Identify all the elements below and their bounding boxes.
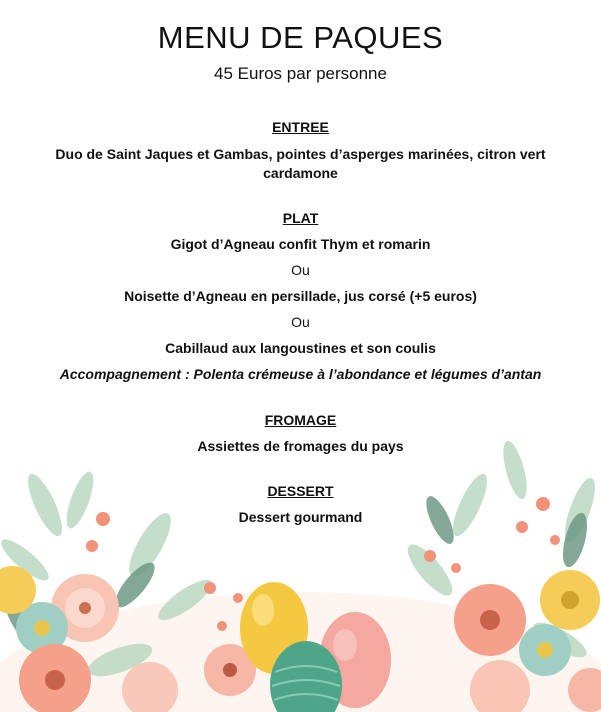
plat-heading: PLAT bbox=[282, 210, 319, 226]
dessert-heading: DESSERT bbox=[267, 483, 334, 499]
fromage-heading: FROMAGE bbox=[264, 412, 337, 428]
plat-option-2: Noisette d’Agneau en persillade, jus corsé (+5 euros) bbox=[124, 288, 477, 304]
plat-or-2: Ou bbox=[291, 314, 310, 330]
plat-option-3: Cabillaud aux langoustines et son coulis bbox=[165, 340, 436, 356]
fromage-dish: Assiettes de fromages du pays bbox=[197, 438, 404, 454]
dessert-dish: Dessert gourmand bbox=[238, 509, 363, 525]
entree-heading: ENTREE bbox=[272, 119, 329, 135]
plat-accompaniment: Accompagnement : Polenta crémeuse à l’abondance et légumes d’antan bbox=[59, 366, 542, 382]
menu-title: MENU DE PAQUES bbox=[157, 20, 444, 55]
entree-dish-line1: Duo de Saint Jaques et Gambas, pointes d’asperges marinées, citron vert bbox=[55, 146, 546, 162]
entree-dish-line2: cardamone bbox=[263, 165, 338, 181]
plat-or-1: Ou bbox=[291, 262, 310, 278]
menu-price: 45 Euros par personne bbox=[214, 64, 387, 83]
plat-option-1: Gigot d’Agneau confit Thym et romarin bbox=[170, 236, 431, 252]
